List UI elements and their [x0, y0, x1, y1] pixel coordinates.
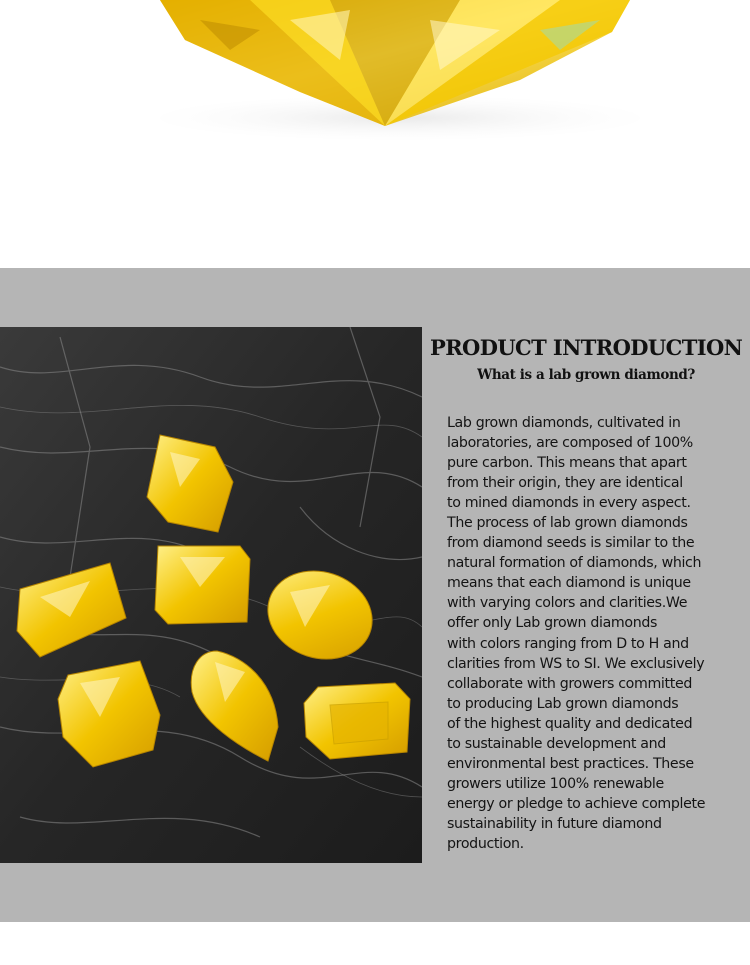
intro-paragraph	[447, 413, 747, 854]
paragraph-line: pure carbon. This means that apart	[447, 455, 687, 472]
paragraph-line: natural formation of diamonds, which	[447, 555, 702, 572]
intro-heading-block	[430, 334, 742, 385]
hero-diamond-image	[0, 0, 750, 268]
section-subtitle: What is a lab grown diamond?	[477, 367, 695, 383]
paragraph-line: laboratories, are composed of 100%	[447, 435, 693, 452]
diamonds-photo-image	[0, 327, 422, 863]
paragraph-line: energy or pledge to achieve complete	[447, 795, 706, 812]
paragraph-line: with colors ranging from D to H and	[447, 635, 689, 652]
paragraph-line: sustainability in future diamond	[447, 815, 662, 832]
paragraph-line: from diamond seeds is similar to the	[447, 535, 695, 552]
paragraph-line: to mined diamonds in every aspect.	[447, 495, 691, 512]
paragraph-line: offer only Lab grown diamonds	[447, 615, 658, 632]
paragraph-line: to producing Lab grown diamonds	[447, 695, 679, 712]
paragraph-line: of the highest quality and dedicated	[447, 715, 693, 732]
section-title: PRODUCT INTRODUCTION	[430, 335, 743, 360]
paragraph-line: with varying colors and clarities.We	[447, 595, 688, 612]
paragraph-line: collaborate with growers committed	[447, 675, 692, 692]
diamonds-on-rock-photo	[0, 327, 422, 863]
paragraph-line: production.	[447, 835, 524, 852]
paragraph-line: from their origin, they are identical	[447, 475, 683, 492]
paragraph-line: to sustainable development and	[447, 735, 666, 752]
paragraph-line: The process of lab grown diamonds	[447, 515, 688, 532]
paragraph-line: Lab grown diamonds, cultivated in	[447, 415, 681, 431]
paragraph-line: clarities from WS to SI. We exclusively	[447, 655, 705, 672]
yellow-diamond-image	[0, 0, 750, 268]
paragraph-line: growers utilize 100% renewable	[447, 775, 664, 792]
bottom-whitespace	[0, 922, 750, 965]
paragraph-line: means that each diamond is unique	[447, 575, 691, 592]
paragraph-line: environmental best practices. These	[447, 755, 694, 772]
